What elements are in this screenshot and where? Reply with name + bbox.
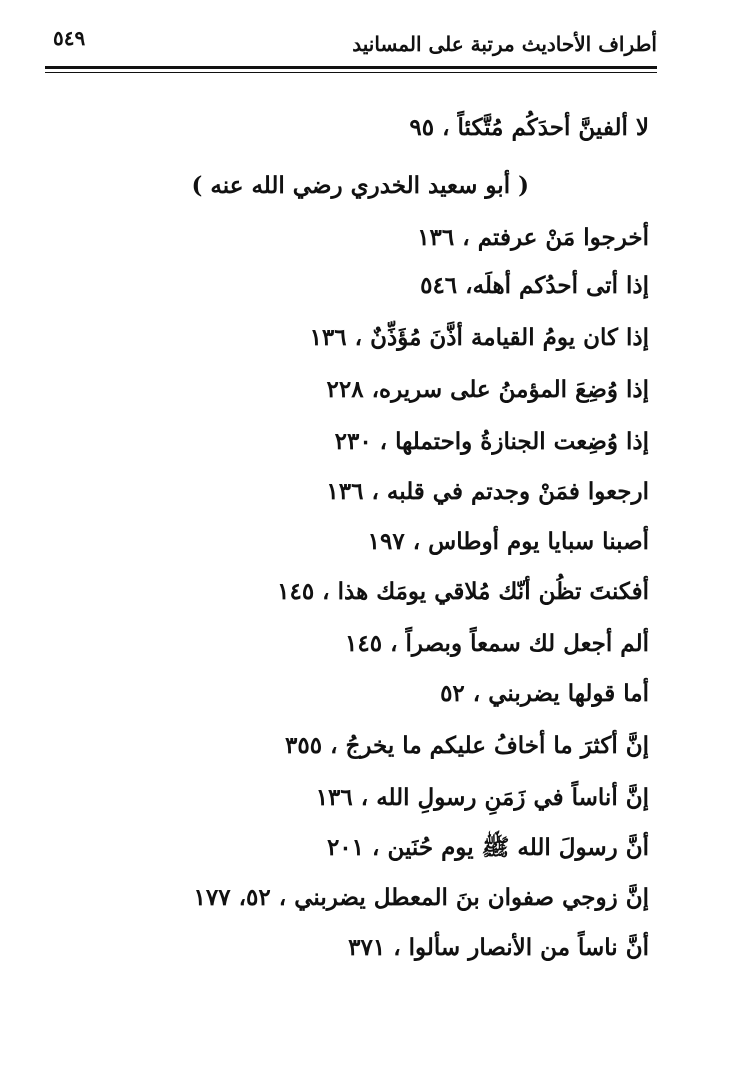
index-entry: ارجعوا فمَنْ وجدتم في قلبه ، ١٣٦ bbox=[326, 478, 649, 505]
index-entry: إنَّ أناساً في زَمَنِ رسولِ الله ، ١٣٦ bbox=[315, 784, 649, 811]
page-number: ٥٤٩ bbox=[53, 26, 86, 50]
index-entry: لا ألفينَّ أحدَكُم مُتَّكئاً ، ٩٥ bbox=[409, 114, 649, 141]
index-entry: إذا أتى أحدُكم أهلَه، ٥٤٦ bbox=[420, 272, 649, 299]
index-entry: أنَّ ناساً من الأنصار سألوا ، ٣٧١ bbox=[348, 934, 649, 961]
index-entry: أما قولها يضربني ، ٥٢ bbox=[440, 680, 649, 707]
header-rule-thin bbox=[45, 72, 657, 73]
index-entry: أفكنتَ تظُن أنّك مُلاقي يومَك هذا ، ١٤٥ bbox=[277, 578, 649, 605]
page-header bbox=[45, 26, 657, 66]
index-entry: أنَّ رسولَ الله ﷺ يوم حُنَين ، ٢٠١ bbox=[326, 834, 649, 861]
index-entry: أخرجوا مَنْ عرفتم ، ١٣٦ bbox=[417, 224, 649, 251]
index-entry: إنَّ زوجي صفوان بنَ المعطل يضربني ، ٥٢، ١٧٧ bbox=[193, 884, 649, 911]
index-entry: ألم أجعل لك سمعاً وبصراً ، ١٤٥ bbox=[345, 630, 649, 657]
section-heading: ( أبو سعيد الخدري رضي الله عنه ) bbox=[191, 172, 529, 199]
index-entry: إذا وُضِعت الجنازةُ واحتملها ، ٢٣٠ bbox=[334, 428, 649, 455]
index-entry: إذا كان يومُ القيامة أذَّنَ مُؤَذِّنٌ ، ١٣٦ bbox=[309, 324, 649, 351]
index-entry: أصبنا سبايا يوم أوطاس ، ١٩٧ bbox=[367, 528, 649, 555]
index-entry: إنَّ أكثرَ ما أخافُ عليكم ما يخرجُ ، ٣٥٥ bbox=[285, 732, 649, 759]
index-entry: إذا وُضِعَ المؤمنُ على سريره، ٢٢٨ bbox=[326, 376, 649, 403]
running-title: أطراف الأحاديث مرتبة على المسانيد bbox=[352, 32, 657, 56]
header-rule bbox=[45, 66, 657, 69]
